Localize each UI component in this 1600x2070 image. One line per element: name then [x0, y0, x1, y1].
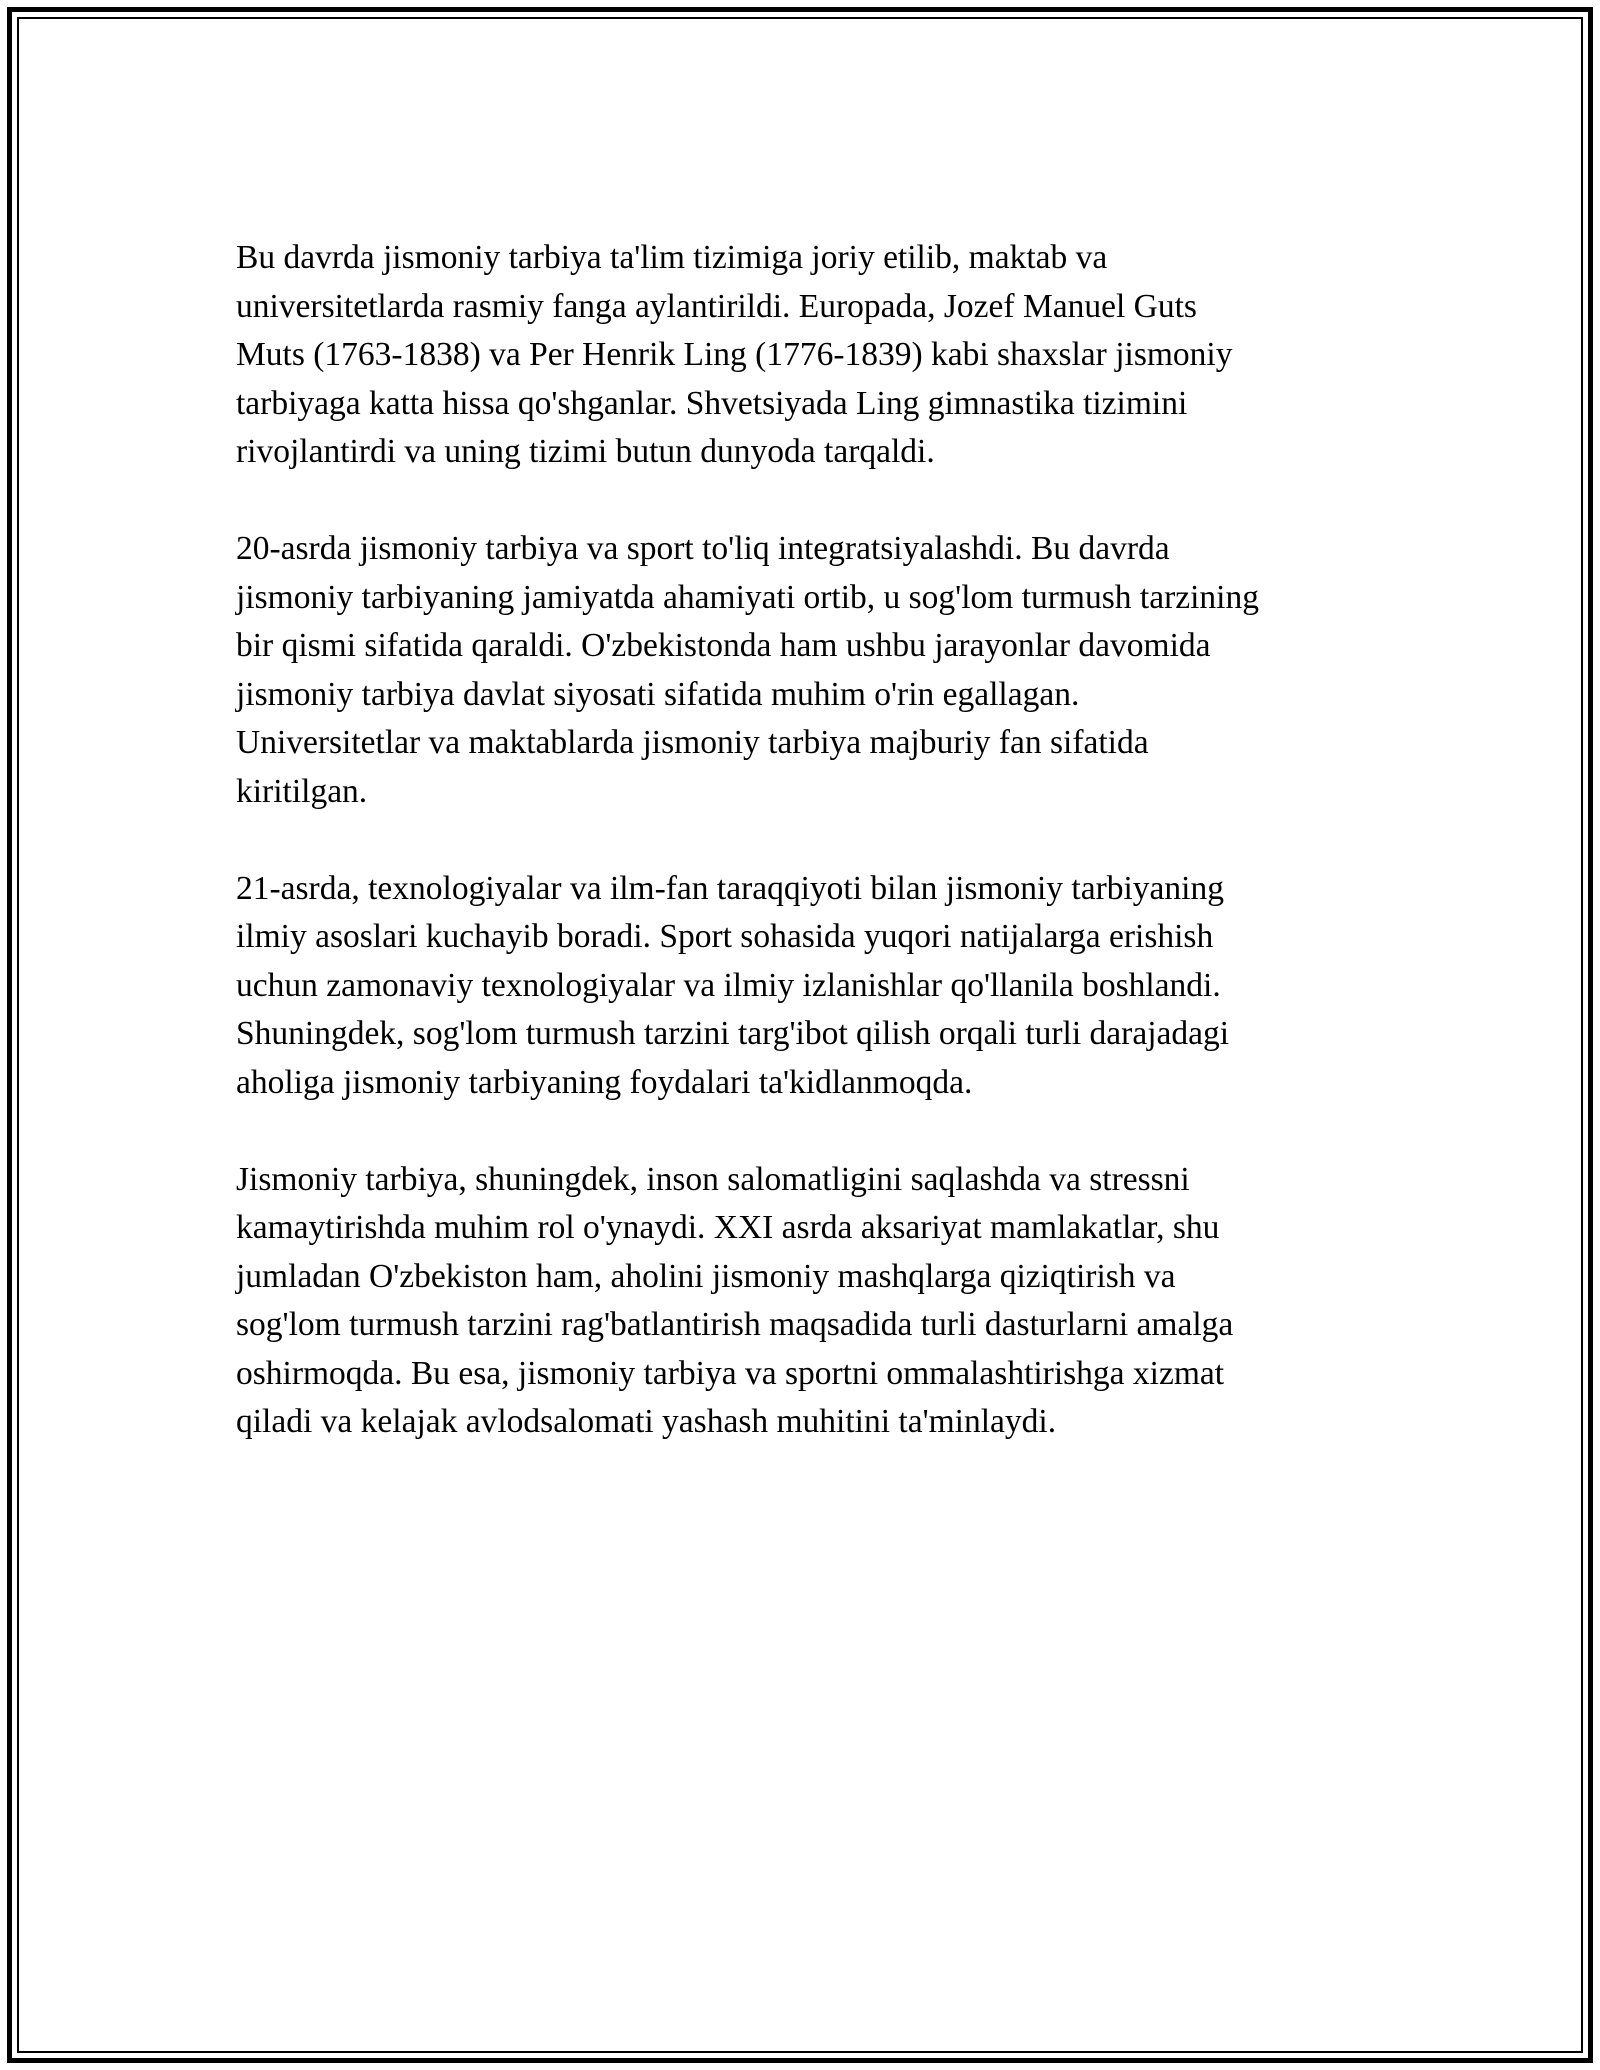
text-line: oshirmoqda. Bu esa, jismoniy tarbiya va sportni ommalashtirishga xizmat [236, 1354, 1225, 1392]
text-line: Shuningdek, sog'lom turmush tarzini targ'ibot qilish orqali turli darajadagi [236, 1015, 1230, 1052]
text-line: rivojlantirdi va uning tizimi butun dunyoda tarqaldi. [236, 433, 935, 470]
text-line: ilmiy asoslari kuchayib boradi. Sport sohasida yuqori natijalarga erishish [236, 918, 1214, 955]
text-line: sog'lom turmush tarzini rag'batlantirish maqsadida turli dasturlarni amalga [236, 1306, 1234, 1343]
text-line: jismoniy tarbiyaning jamiyatda ahamiyati ortib, u sog'lom turmush tarzining [236, 578, 1259, 616]
text-line: Muts (1763-1838) va Per Henrik Ling (1776-1839) kabi shaxslar jismoniy [236, 336, 1233, 373]
text-line: Universitetlar va maktablarda jismoniy tarbiya majburiy fan sifatida [236, 724, 1149, 761]
paragraph-4 [236, 1156, 1366, 1447]
paragraph-3 [236, 865, 1366, 1108]
text-line: qiladi va kelajak avlodsalomati yashash muhitini ta'minlaydi. [236, 1403, 1057, 1440]
document-body [236, 234, 1366, 1495]
text-line: jismoniy tarbiya davlat siyosati sifatida muhim o'rin egallagan. [236, 675, 1080, 713]
text-line: kamaytirishda muhim rol o'ynaydi. XXI asrda aksariyat mamlakatlar, shu [236, 1209, 1220, 1246]
text-line: Bu davrda jismoniy tarbiya ta'lim tizimiga joriy etilib, maktab va [236, 239, 1108, 276]
text-line: jumladan O'zbekiston ham, aholini jismoniy mashqlarga qiziqtirish va [236, 1257, 1176, 1295]
text-line: bir qismi sifatida qaraldi. O'zbekistonda ham ushbu jarayonlar davomida [236, 627, 1211, 664]
text-line: kiritilgan. [236, 772, 368, 810]
text-line: 21-asrda, texnologiyalar va ilm-fan taraqqiyoti bilan jismoniy tarbiyaning [236, 869, 1224, 907]
text-line: aholiga jismoniy tarbiyaning foydalari ta'kidlanmoqda. [236, 1063, 973, 1101]
text-line: tarbiyaga katta hissa qo'shganlar. Shvetsiyada Ling gimnastika tizimini [236, 384, 1188, 422]
text-line: uchun zamonaviy texnologiyalar va ilmiy izlanishlar qo'llanila boshlandi. [236, 966, 1221, 1004]
text-line: universitetlarda rasmiy fanga aylantirildi. Europada, Jozef Manuel Guts [236, 287, 1197, 325]
paragraph-1 [236, 234, 1366, 477]
text-line: Jismoniy tarbiya, shuningdek, inson salomatligini saqlashda va stressni [236, 1160, 1190, 1198]
paragraph-2 [236, 525, 1366, 816]
text-line: 20-asrda jismoniy tarbiya va sport to'liq integratsiyalashdi. Bu davrda [236, 530, 1170, 567]
